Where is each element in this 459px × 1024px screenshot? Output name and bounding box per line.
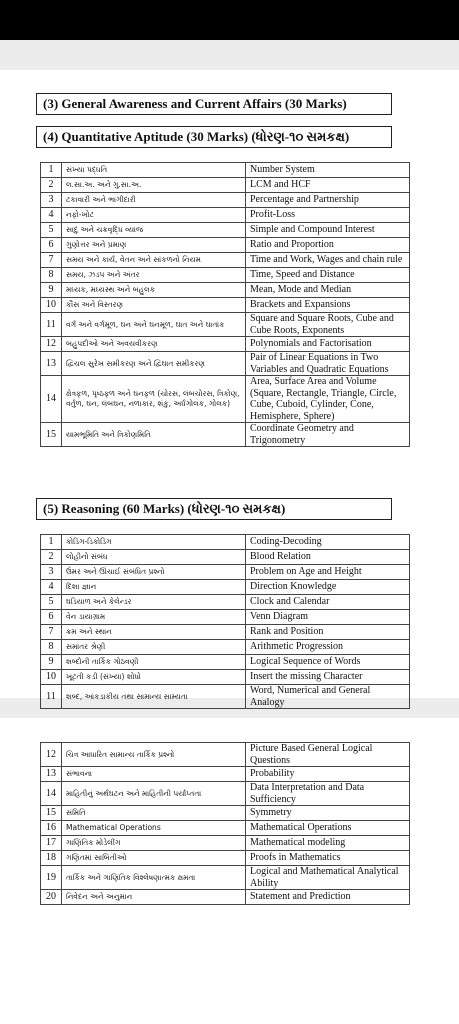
table-row: [41, 550, 410, 565]
table-row: [41, 782, 410, 806]
table-row: [41, 743, 410, 767]
topic-english: Number System: [246, 163, 410, 178]
row-number: 4: [41, 208, 62, 223]
topic-english: Symmetry: [246, 806, 410, 821]
topic-english: Brackets and Expansions: [246, 298, 410, 313]
row-number: 17: [41, 836, 62, 851]
row-number: 1: [41, 163, 62, 178]
topic-english: Venn Diagram: [246, 610, 410, 625]
topic-english: Data Interpretation and Data Sufficiency: [246, 782, 410, 806]
table-row: [41, 767, 410, 782]
topic-gujarati: લોહીનો સંબંધ: [62, 550, 246, 565]
topic-english: Insert the missing Character: [246, 670, 410, 685]
table-row: [41, 423, 410, 447]
table-row: [41, 670, 410, 685]
row-number: 12: [41, 743, 62, 767]
row-number: 6: [41, 238, 62, 253]
topic-english: Clock and Calendar: [246, 595, 410, 610]
row-number: 9: [41, 655, 62, 670]
topic-english: Simple and Compound Interest: [246, 223, 410, 238]
topic-english: Profit-Loss: [246, 208, 410, 223]
topic-gujarati: ઉંમર અને ઊંચાઈ સંબંધિત પ્રશ્નો: [62, 565, 246, 580]
topic-gujarati: ટકાવારી અને ભાગીદારી: [62, 193, 246, 208]
topic-english: Logical and Mathematical Analytical Ability: [246, 866, 410, 890]
topic-english: Arithmetic Progression: [246, 640, 410, 655]
row-number: 14: [41, 376, 62, 423]
table-row: [41, 580, 410, 595]
row-number: 10: [41, 298, 62, 313]
row-number: 18: [41, 851, 62, 866]
page-1: [0, 70, 459, 708]
table-row: [41, 640, 410, 655]
topic-gujarati: ક્રમ અને સ્થાન: [62, 625, 246, 640]
status-bar: [0, 0, 459, 40]
table-row: [41, 223, 410, 238]
topic-english: Percentage and Partnership: [246, 193, 410, 208]
row-number: 6: [41, 610, 62, 625]
table-row: [41, 851, 410, 866]
topic-gujarati: Mathematical Operations: [62, 821, 246, 836]
row-number: 2: [41, 550, 62, 565]
row-number: 14: [41, 782, 62, 806]
table-row: [41, 283, 410, 298]
table-row: [41, 238, 410, 253]
topic-gujarati: ગણિતમાં સાબિતીઓ: [62, 851, 246, 866]
topic-english: Proofs in Mathematics: [246, 851, 410, 866]
topic-gujarati: વર્ગ અને વર્ગમૂળ, ઘન અને ઘનમૂળ, ઘાત અને ઘાતાંક: [62, 313, 246, 337]
row-number: 13: [41, 352, 62, 376]
section-5-title: (5) Reasoning (60 Marks) (ધોરણ-૧૦ સમકક્ષ): [36, 498, 392, 520]
table-row: [41, 253, 410, 268]
topic-english: Coordinate Geometry and Trigonometry: [246, 423, 410, 447]
topic-english: Mathematical Operations: [246, 821, 410, 836]
table-row: [41, 313, 410, 337]
table-row: [41, 866, 410, 890]
row-number: 3: [41, 193, 62, 208]
topic-gujarati: શબ્દ, આંકડાકીય તથા સામાન્ય સામ્યતા: [62, 685, 246, 709]
topic-gujarati: સંખ્યા પદ્ધતિ: [62, 163, 246, 178]
table-row: [41, 685, 410, 709]
table-row: [41, 610, 410, 625]
row-number: 13: [41, 767, 62, 782]
table-row: [41, 890, 410, 905]
row-number: 9: [41, 283, 62, 298]
topic-gujarati: ક્ષેત્રફળ, પૃષ્ઠફળ અને ઘનફળ (ચોરસ, લંબચોરસ, ત્રિકોણ, વર્તુળ, ઘન, લંબઘન, નળાકાર, શંકુ, અર્ધગોલક, ગોલક): [62, 376, 246, 423]
row-number: 19: [41, 866, 62, 890]
row-number: 11: [41, 685, 62, 709]
table-row: [41, 806, 410, 821]
row-number: 2: [41, 178, 62, 193]
topic-gujarati: માહિતીનું અર્થઘટન અને માહિતીની પર્યાપ્તતા: [62, 782, 246, 806]
row-number: 3: [41, 565, 62, 580]
topic-english: Area, Surface Area and Volume (Square, Rectangle, Triangle, Circle, Cube, Cuboid, Cylinder, Cone, Hemisphere, Sphere): [246, 376, 410, 423]
topic-gujarati: ઘડિયાળ અને કેલેન્ડર: [62, 595, 246, 610]
topic-gujarati: ગુણોત્તર અને પ્રમાણ: [62, 238, 246, 253]
quant-rows: [41, 163, 410, 447]
section-3-title: (3) General Awareness and Current Affairs (30 Marks): [36, 93, 392, 115]
topic-gujarati: સાદુ અને ચક્રવૃદ્ધિ વ્યાજ: [62, 223, 246, 238]
row-number: 20: [41, 890, 62, 905]
row-number: 5: [41, 595, 62, 610]
topic-gujarati: સંભાવના: [62, 767, 246, 782]
topic-english: Word, Numerical and General Analogy: [246, 685, 410, 709]
topic-gujarati: વેન ડાયાગ્રામ: [62, 610, 246, 625]
table-row: [41, 655, 410, 670]
topic-gujarati: મધ્યક, મધ્યસ્થ અને બહુલક: [62, 283, 246, 298]
topic-gujarati: તાર્કિક અને ગાણિતિક વિશ્લેષણાત્મક ક્ષમતા: [62, 866, 246, 890]
table-row: [41, 595, 410, 610]
table-row: [41, 836, 410, 851]
reasoning-rows: [41, 535, 410, 709]
page-2: [0, 718, 459, 1024]
reasoning-rows-continued: [41, 743, 410, 905]
topic-gujarati: કોડિંગ-ડિકોડિંગ: [62, 535, 246, 550]
topic-english: Coding-Decoding: [246, 535, 410, 550]
topic-gujarati: શબ્દોની તાર્કિક ગોઠવણી: [62, 655, 246, 670]
row-number: 8: [41, 640, 62, 655]
topic-english: Blood Relation: [246, 550, 410, 565]
table-row: [41, 376, 410, 423]
table-row: [41, 268, 410, 283]
topic-gujarati: બહુપદીઓ અને અવયવીકરણ: [62, 337, 246, 352]
topic-english: LCM and HCF: [246, 178, 410, 193]
topic-english: Time and Work, Wages and chain rule: [246, 253, 410, 268]
topic-gujarati: ગાણિતિક મોડેલીંગ: [62, 836, 246, 851]
topic-gujarati: દિશા જ્ઞાન: [62, 580, 246, 595]
topic-english: Logical Sequence of Words: [246, 655, 410, 670]
row-number: 1: [41, 535, 62, 550]
table-row: [41, 337, 410, 352]
row-number: 16: [41, 821, 62, 836]
topic-gujarati: યામભૂમિતિ અને ત્રિકોણમિતિ: [62, 423, 246, 447]
topic-gujarati: સંમિતિ: [62, 806, 246, 821]
row-number: 7: [41, 253, 62, 268]
table-row: [41, 163, 410, 178]
row-number: 4: [41, 580, 62, 595]
row-number: 7: [41, 625, 62, 640]
table-row: [41, 178, 410, 193]
topic-english: Problem on Age and Height: [246, 565, 410, 580]
table-row: [41, 535, 410, 550]
topic-gujarati: લ.સા.અ. અને ગુ.સા.અ.: [62, 178, 246, 193]
topic-english: Polynomials and Factorisation: [246, 337, 410, 352]
row-number: 11: [41, 313, 62, 337]
topic-english: Mean, Mode and Median: [246, 283, 410, 298]
topic-english: Picture Based General Logical Questions: [246, 743, 410, 767]
topic-english: Pair of Linear Equations in Two Variables and Quadratic Equations: [246, 352, 410, 376]
topic-gujarati: ખૂટતી કડી (સંખ્યા) શોધો: [62, 670, 246, 685]
reasoning-syllabus-table-continued: [40, 742, 410, 905]
topic-gujarati: ચિત્ર આધારિત સામાન્ય તાર્કિક પ્રશ્નો: [62, 743, 246, 767]
topic-english: Probability: [246, 767, 410, 782]
table-row: [41, 625, 410, 640]
row-number: 8: [41, 268, 62, 283]
topic-english: Time, Speed and Distance: [246, 268, 410, 283]
topic-gujarati: નફો-ખોટ: [62, 208, 246, 223]
topic-gujarati: દ્વિચલ સુરેખ સમીકરણ અને દ્વિઘાત સમીકરણ: [62, 352, 246, 376]
topic-gujarati: સમાંતર શ્રેણી: [62, 640, 246, 655]
topic-gujarati: સમય અને કાર્ય, વેતન અને સાંકળનો નિયમ: [62, 253, 246, 268]
topic-gujarati: નિવેદન અને અનુમાન: [62, 890, 246, 905]
row-number: 12: [41, 337, 62, 352]
topic-english: Direction Knowledge: [246, 580, 410, 595]
topic-gujarati: સમય, ઝડપ અને અંતર: [62, 268, 246, 283]
row-number: 5: [41, 223, 62, 238]
table-row: [41, 193, 410, 208]
topic-english: Statement and Prediction: [246, 890, 410, 905]
topic-gujarati: કૌંસ અને વિસ્તરણ: [62, 298, 246, 313]
section-4-title: (4) Quantitative Aptitude (30 Marks) (ધોરણ-૧૦ સમકક્ષ): [36, 126, 392, 148]
row-number: 10: [41, 670, 62, 685]
quant-syllabus-table: [40, 162, 410, 447]
row-number: 15: [41, 423, 62, 447]
table-row: [41, 298, 410, 313]
topic-english: Rank and Position: [246, 625, 410, 640]
topic-english: Square and Square Roots, Cube and Cube Roots, Exponents: [246, 313, 410, 337]
topic-english: Mathematical modeling: [246, 836, 410, 851]
reasoning-syllabus-table: [40, 534, 410, 709]
table-row: [41, 208, 410, 223]
table-row: [41, 565, 410, 580]
table-row: [41, 821, 410, 836]
topic-english: Ratio and Proportion: [246, 238, 410, 253]
table-row: [41, 352, 410, 376]
row-number: 15: [41, 806, 62, 821]
